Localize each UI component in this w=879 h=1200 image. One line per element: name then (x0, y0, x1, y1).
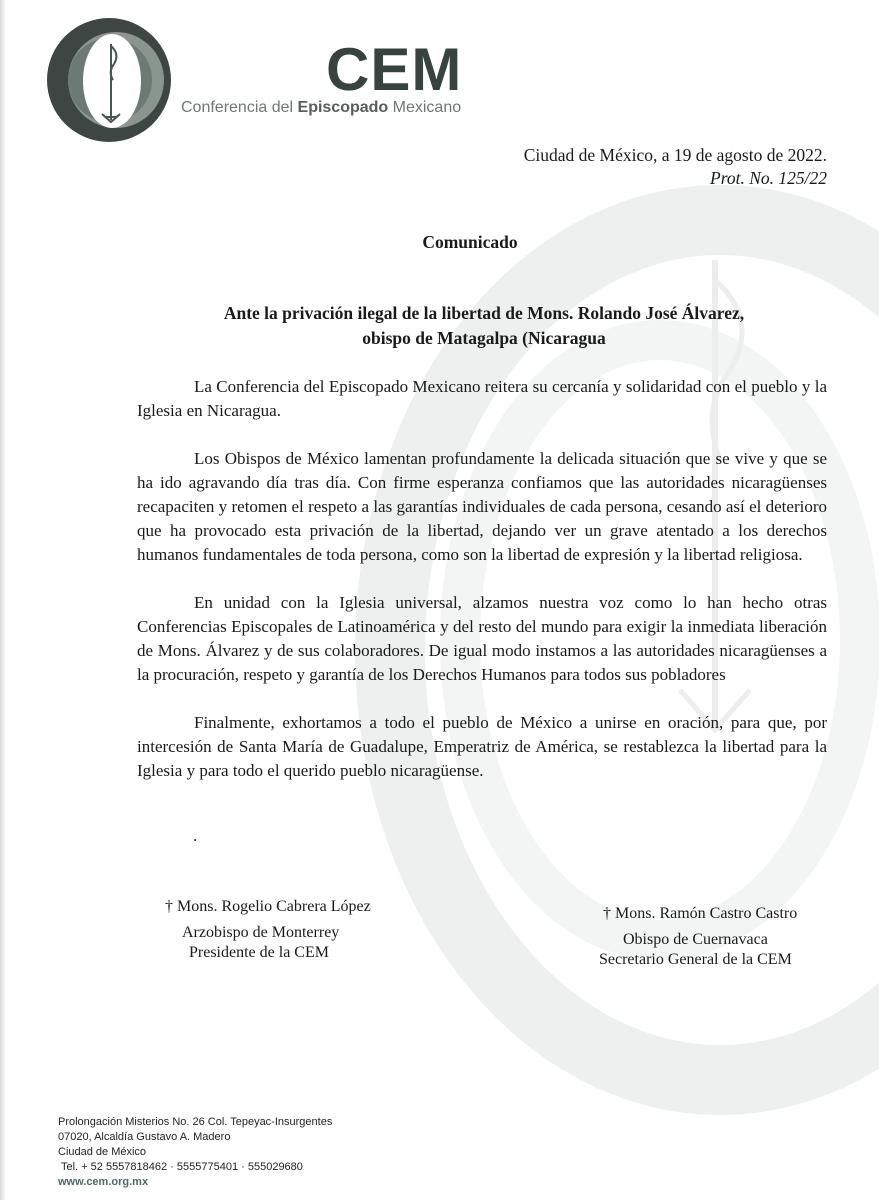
footer-website-link[interactable]: www.cem.org.mx (58, 1176, 149, 1188)
subject-line-2: obispo de Matagalpa (Nicaragua (362, 328, 606, 348)
signatory-role: Arzobispo de Monterrey (182, 924, 340, 941)
brand-name-prefix: Conferencia del (181, 99, 298, 116)
brand-abbreviation: CEM (326, 36, 463, 103)
document-type: Comunicado (422, 232, 518, 252)
letter-body (137, 375, 827, 807)
brand-name-bold: Episcopado (297, 99, 389, 116)
stray-mark: . (193, 826, 198, 845)
body-paragraph: Los Obispos de México lamentan profundamente la delicada situación que se vive y que se ha ido agravando día tras día. Con firme esperanza confiamos que las autoridades nicaragüenses recapaciten y retomen el respeto a las garantías individuales de cada persona, cesando así el deterioro que ha provocado esta privación de la libertad, dejando ver un grave atentado a los derechos humanos fundamentales de toda persona, como son la libertad de expresión y la libertad religiosa. (137, 449, 827, 564)
brand-full-name (181, 99, 461, 117)
page-edge-shadow (0, 0, 6, 1200)
footer-phone: Tel. + 52 5557818462 · 5555775401 · 555029680 (61, 1161, 303, 1173)
subject-line-1: Ante la privación ilegal de la libertad de Mons. Rolando José Álvarez, (223, 303, 745, 323)
signatory-name: † Mons. Rogelio Cabrera López (165, 898, 371, 915)
body-paragraph: En unidad con la Iglesia universal, alzamos nuestra voz como lo han hecho otras Conferencias Episcopales de Latinoamérica y del resto del mundo para exigir la inmediata liberación de Mons. Álvarez y de sus colaboradores. De igual modo instamos a las autoridades nicaragüenses a la procuración, respeto y garantía de los Derechos Humanos para todos sus pobladores (137, 593, 827, 684)
footer-contact (58, 1115, 332, 1190)
subject-heading (0, 301, 879, 351)
signature-secretary (599, 904, 798, 970)
signatory-role: Obispo de Cuernavaca (623, 931, 768, 948)
footer-address-line: Prolongación Misterios No. 26 Col. Tepeyac-Insurgentes (58, 1116, 333, 1128)
signature-president (165, 897, 371, 963)
body-paragraph: La Conferencia del Episcopado Mexicano reitera su cercanía y solidaridad con el pueblo y la Iglesia en Nicaragua. (137, 377, 827, 420)
signatory-title: Presidente de la CEM (189, 944, 329, 961)
brand-name-suffix: Mexicano (388, 99, 462, 116)
protocol-number: Prot. No. 125/22 (710, 168, 827, 188)
signatory-name: † Mons. Ramón Castro Castro (603, 905, 798, 922)
place-date: Ciudad de México, a 19 de agosto de 2022. (523, 145, 827, 165)
date-block (524, 144, 827, 190)
footer-address-line: Ciudad de México (58, 1146, 147, 1158)
cem-logo-icon (42, 14, 176, 146)
footer-address-line: 07020, Alcaldía Gustavo A. Madero (58, 1131, 231, 1143)
body-paragraph: Finalmente, exhortamos a todo el pueblo de México a unirse en oración, para que, por intercesión de Santa María de Guadalupe, Emperatriz de América, se restablezca la libertad para la Iglesia y para todo el querido pueblo nicaragüense. (137, 713, 827, 780)
signatory-title: Secretario General de la CEM (599, 951, 792, 968)
